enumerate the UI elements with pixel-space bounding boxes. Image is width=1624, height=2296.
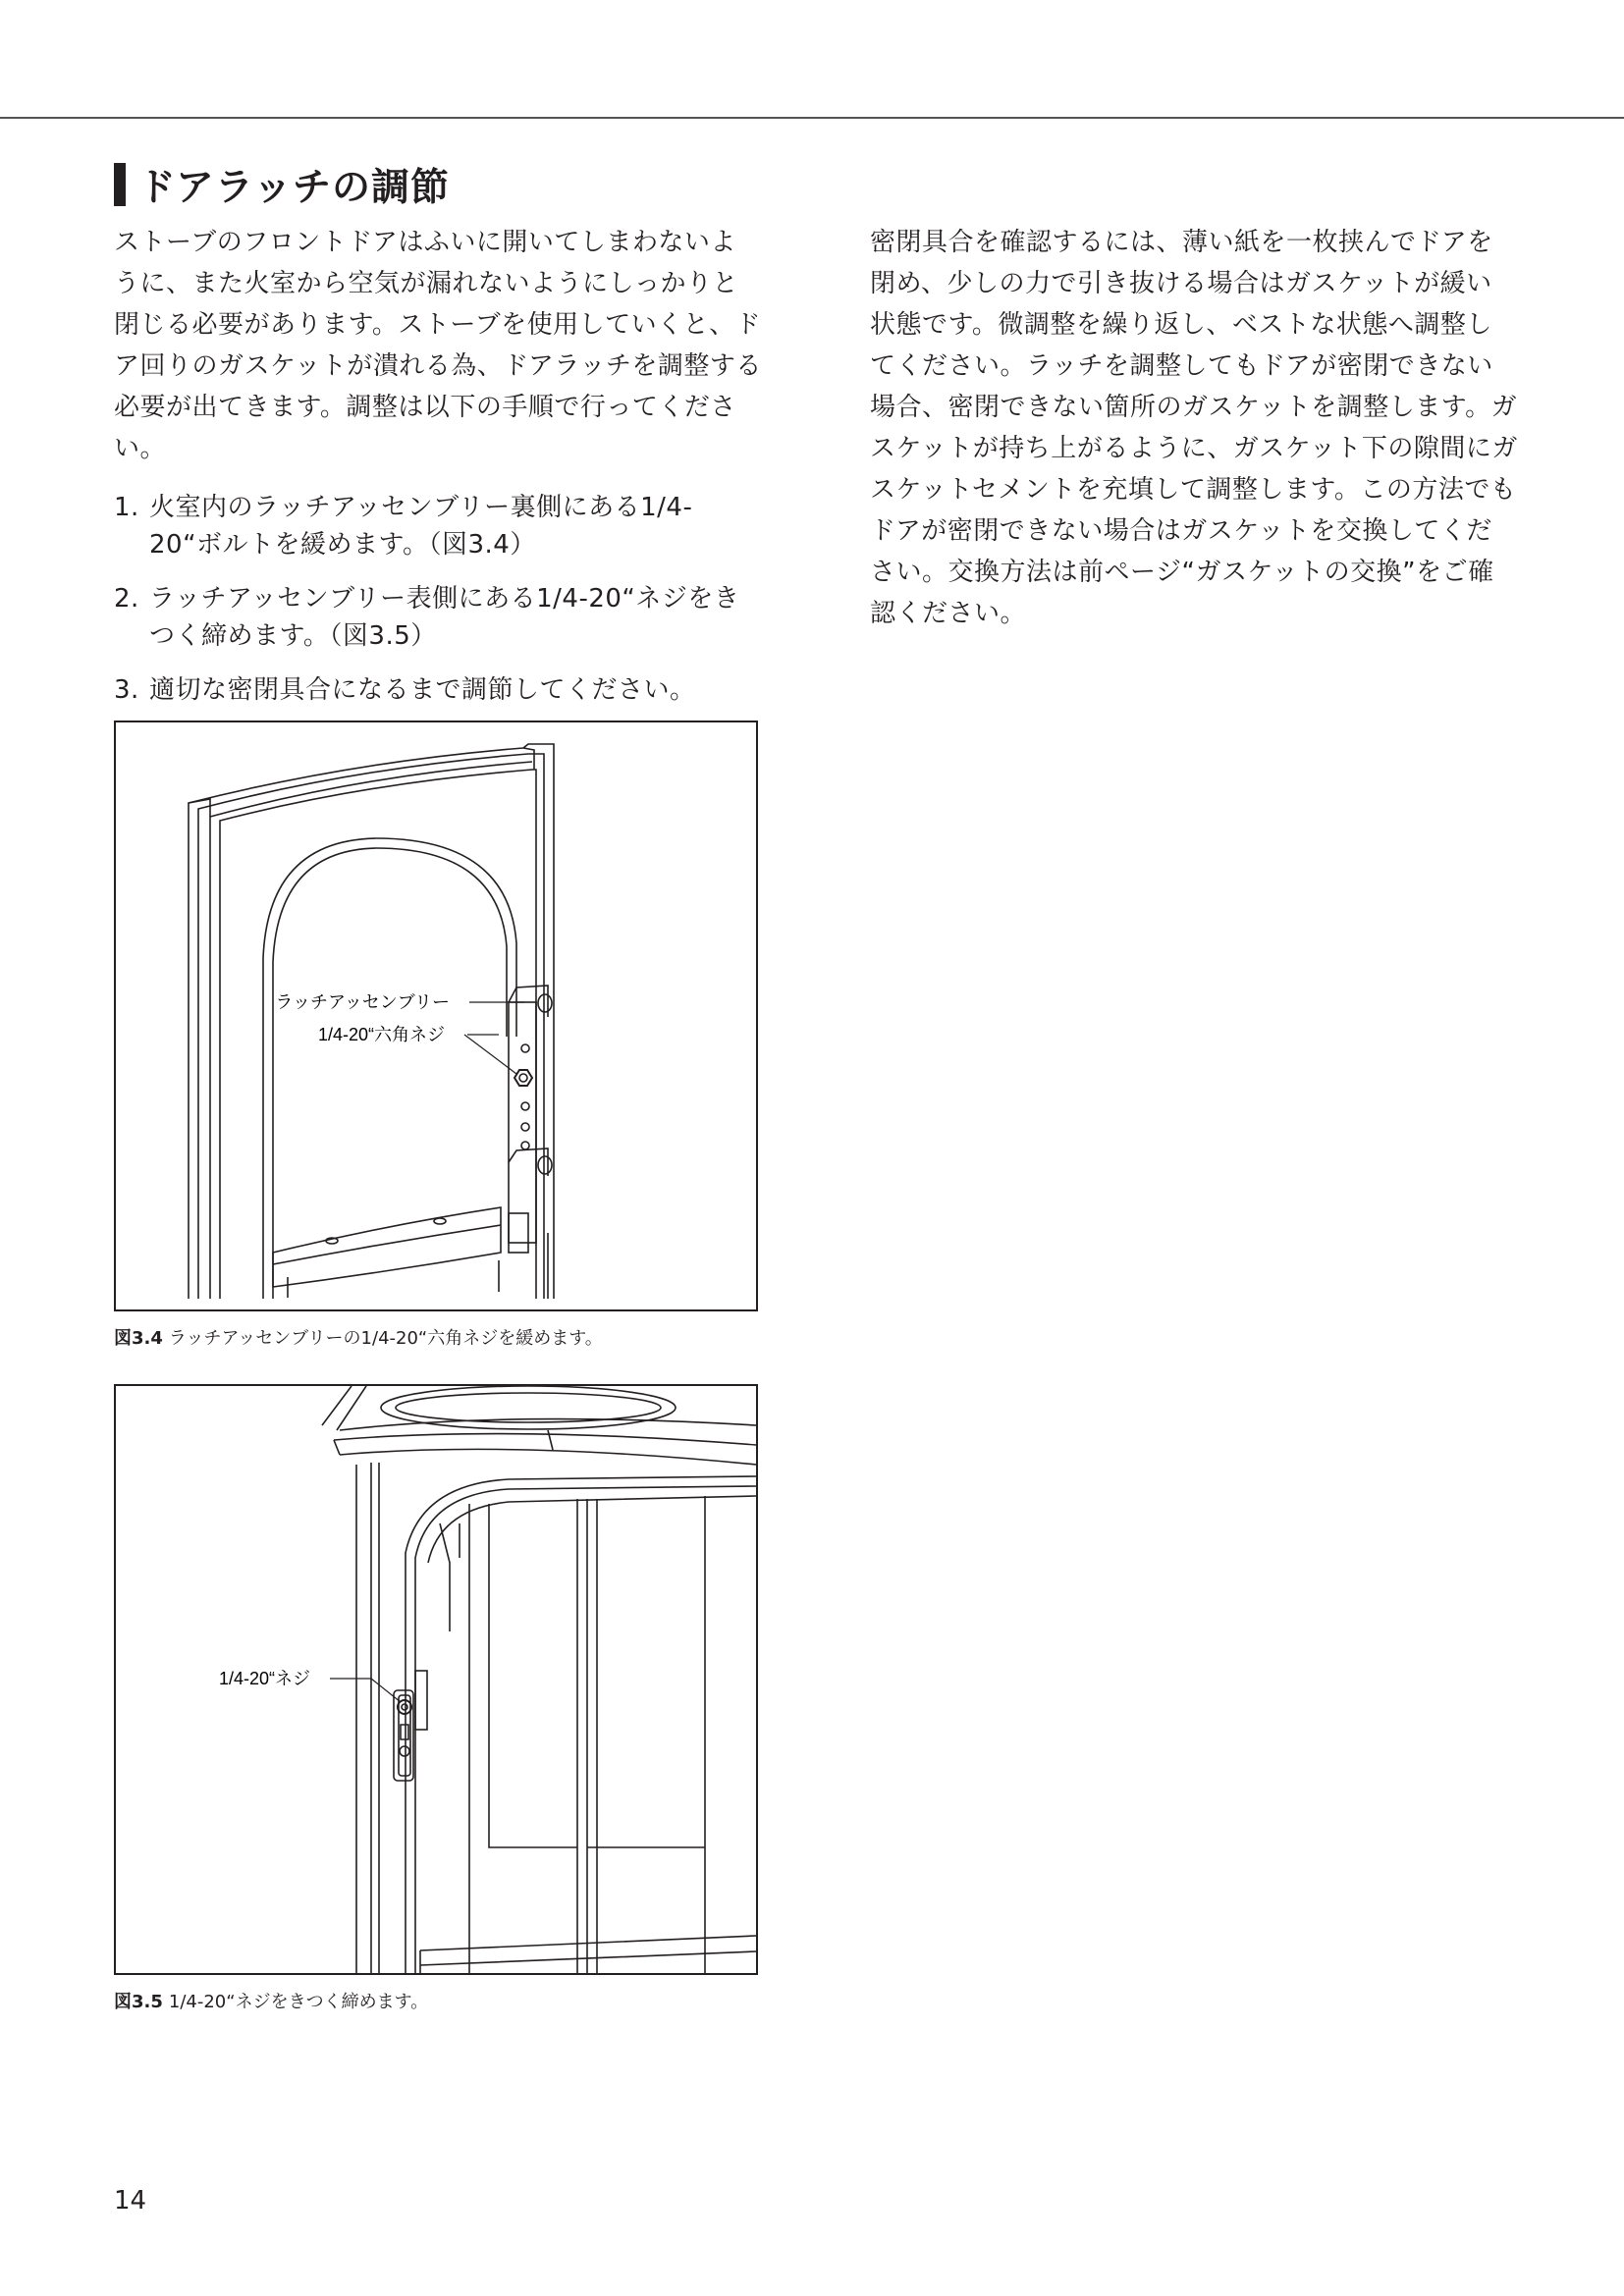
header-rule	[0, 117, 1624, 119]
step-number: 3.	[114, 675, 139, 705]
left-column	[114, 222, 762, 725]
steps-list	[114, 489, 762, 709]
page-number: 14	[114, 2186, 147, 2216]
caption-label: 図3.4	[114, 1328, 163, 1349]
caption-text: ラッチアッセンブリーの1/4-20“六角ネジを緩めます。	[168, 1328, 603, 1349]
stove-front-illustration	[116, 1386, 756, 1973]
page-title: ドアラッチの調節	[137, 166, 451, 210]
callout-latch-assembly: ラッチアッセンブリー	[275, 992, 450, 1012]
heading-bar	[114, 163, 126, 206]
figure-3-4	[114, 721, 758, 1311]
callout-screw: 1/4-20“ネジ	[218, 1669, 310, 1688]
callout-hex-bolt: 1/4-20“六角ネジ	[317, 1025, 445, 1044]
caption-label: 図3.5	[114, 1992, 163, 2012]
intro-paragraph: ストーブのフロントドアはふいに開いてしまわないように、また火室から空気が漏れないようにしっかりと閉じる必要があります。ストーブを使用していくと、ドア回りのガスケットが潰れる為、ドアラッチを調整する必要が出てきます。調整は以下の手順で行ってください。	[114, 228, 762, 463]
figure-3-4-caption	[114, 1324, 603, 1350]
step-text: 火室内のラッチアッセンブリー裏側にある1/4-20“ボルトを緩めます。（図3.4）	[149, 493, 693, 560]
door-latch-illustration	[116, 722, 756, 1309]
section-heading	[114, 159, 450, 210]
step-number: 1.	[114, 493, 139, 522]
step-text: 適切な密閉具合になるまで調節してください。	[149, 675, 696, 705]
caption-text: 1/4-20“ネジをきつく締めます。	[168, 1992, 429, 2012]
step-item	[114, 580, 762, 655]
right-column	[870, 222, 1518, 634]
step-number: 2.	[114, 584, 139, 614]
figure-3-5-caption	[114, 1988, 428, 2013]
step-item	[114, 489, 762, 563]
figure-3-5	[114, 1384, 758, 1975]
step-text: ラッチアッセンブリー表側にある1/4-20“ネジをきつく締めます。（図3.5）	[149, 584, 740, 651]
step-item	[114, 671, 762, 709]
right-paragraph: 密閉具合を確認するには、薄い紙を一枚挟んでドアを閉め、少しの力で引き抜ける場合はガスケットが緩い状態です。微調整を繰り返し、ベストな状態へ調整してください。ラッチを調整してもドアが密閉できない場合、密閉できない箇所のガスケットを調整します。ガスケットが持ち上がるように、ガスケット下の隙間にガスケットセメントを充填して調整します。この方法でもドアが密閉できない場合はガスケットを交換してください。交換方法は前ページ“ガスケットの交換”をご確認ください。	[870, 228, 1518, 628]
